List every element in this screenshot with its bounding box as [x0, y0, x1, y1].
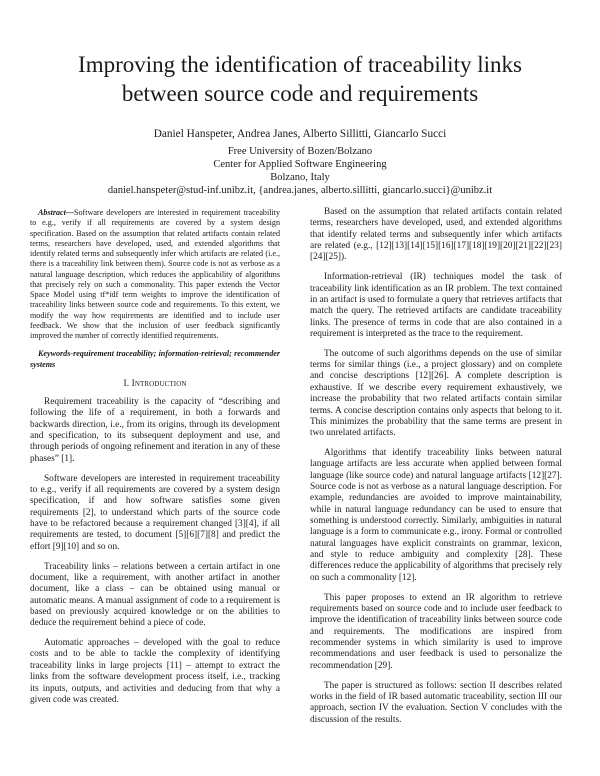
section-heading-introduction	[30, 379, 280, 390]
section-number: I.	[123, 378, 130, 389]
abstract-text: Software developers are interested in requirement traceability to e.g., verify if all requirements are covered by a system design specification. Based on the assumption that related artifacts contain related terms, researchers have developed, used, and extended algorithms that identify related terms and subsequently infer which artifacts are related (i.e., there is a traceability link between them). Source code is not as verbose as a natural language description, which reduces the applicability of algorithms that precisely rely on such a commonality. This paper extends the Vector Space Model using tf*idf term weights to improve the identification of traceability links between source code and requirements. To this extent, we modify the way how requirements are identified and to include user feedback. We show that the inclusion of user feedback significantly improved the number of correctly identified requirements.	[30, 208, 280, 340]
section-title: Introduction	[131, 378, 187, 389]
abstract	[30, 208, 280, 341]
right-paragraph-2: Information-retrieval (IR) techniques model the task of traceability link identification as an IR problem. The text contained in an artifact is used to formulate a query that retrieves artifacts that match the query. The retrieved artifacts are candidate traceability links. The presence of terms in code that are also contained in a requirement is interpreted as the trace to the requirement.	[310, 272, 562, 339]
right-paragraph-6: The paper is structured as follows: section II describes related works in the field of IR based automatic traceability, section III our approach, section IV the evaluation. Section V concludes with the discussion of the results.	[310, 680, 562, 725]
intro-paragraph-4: Automatic approaches – developed with the goal to reduce costs and to be able to tackle the complexity of identifying traceability links in large projects [11] – attempt to extract the links from the software development process itself, i.e., tracking its inputs, outputs, and activities and deducing from that why a given code was created.	[30, 638, 280, 705]
intro-paragraph-1: Requirement traceability is the capacity of “describing and following the life of a requirement, in both a forwards and backwards direction, i.e., from its origins, through its development and specification, to its subsequent deployment and use, and through periods of ongoing refinement and iteration in any of these phases” [1].	[30, 397, 280, 464]
affiliation-university: Free University of Bozen/Bolzano	[227, 146, 373, 157]
author-names: Daniel Hanspeter, Andrea Janes, Alberto Sillitti, Giancarlo Succi	[153, 128, 447, 140]
title-line-2: between source code and requirements	[121, 81, 479, 106]
title-line-1: Improving the identification of traceability links	[78, 52, 522, 77]
left-column	[30, 208, 280, 706]
intro-paragraph-3: Traceability links – relations between a certain artifact in one document, like a requirement, with another artifact in another document, like a class – can be obtained using manual or automatic means. A manual assignment of code to a requirement is based on previously acquired knowledge or on the abilities to deduce the requirement behind a piece of code.	[30, 561, 280, 629]
paper-title	[40, 50, 560, 108]
abstract-label: Abstract	[38, 208, 66, 217]
right-column	[310, 207, 562, 726]
keywords: Keywords-requirement traceability; information-retrieval; recommender systems	[30, 349, 280, 369]
affiliation-center: Center for Applied Software Engineering	[213, 159, 387, 170]
right-paragraph-4: Algorithms that identify traceability links between natural language artifacts are less accurate when applied between formal language (like source code) and natural language artifacts [12][27]. Source code is not as verbose as a natural language description. For example, redundancies are avoided to improve maintainability, while in natural language redundancy can be used to ensure that something is understood correctly. Similarly, ambiguities in natural language is a form to communicate e.g., irony. Formal or controlled natural languages have explicit constraints on grammar, lexicon, and style to reduce ambiguity and complexity [28]. These differences reduce the applicability of algorithms that precisely rely on such a commonality [12].	[310, 448, 562, 583]
affiliation-location: Bolzano, Italy	[270, 172, 330, 183]
intro-paragraph-2: Software developers are interested in requirement traceability to e.g., verify if all requirements are covered by a system design specification, if and how software satisfies some given requirements [2], to understand which parts of the source code have to be refactored because a requirement changed [3][4], if all requirements are tested, to document [5][6][7][8] and predict the effort [9][10] and so on.	[30, 473, 280, 552]
right-paragraph-5: This paper proposes to extend an IR algorithm to retrieve requirements based on source code and to include user feedback to improve the identification of traceability links between source code and requirements. The modifications are inspired from recommender systems in which similarity is used to improve recommendations and user feedback is used to personalize the recommendation [29].	[310, 592, 562, 671]
abstract-dash: —	[65, 208, 74, 217]
right-paragraph-1: Based on the assumption that related artifacts contain related terms, researchers have developed, used, and extended algorithms that identify related terms and subsequently infer which artifacts are related (e.g., [12][13][14][15][16][17][18][19][20][21][22][23][24][25]).	[310, 207, 562, 263]
right-paragraph-3: The outcome of such algorithms depends on the use of similar terms for similar things (i.e., a project glossary) and on complete and concise descriptions [12][26]. A complete description is exhaustive. If we describe every requirement exhaustively, we increase the probability that two related artifacts contain similar terms. A concise description contains only aspects that belong to it. This minimizes the probability that the same terms are present in two unrelated artifacts.	[310, 348, 562, 439]
author-emails: daniel.hanspeter@stud-inf.unibz.it, {andrea.janes, alberto.sillitti, giancarlo.succi}@unibz.it	[107, 185, 493, 196]
author-block	[40, 128, 560, 197]
